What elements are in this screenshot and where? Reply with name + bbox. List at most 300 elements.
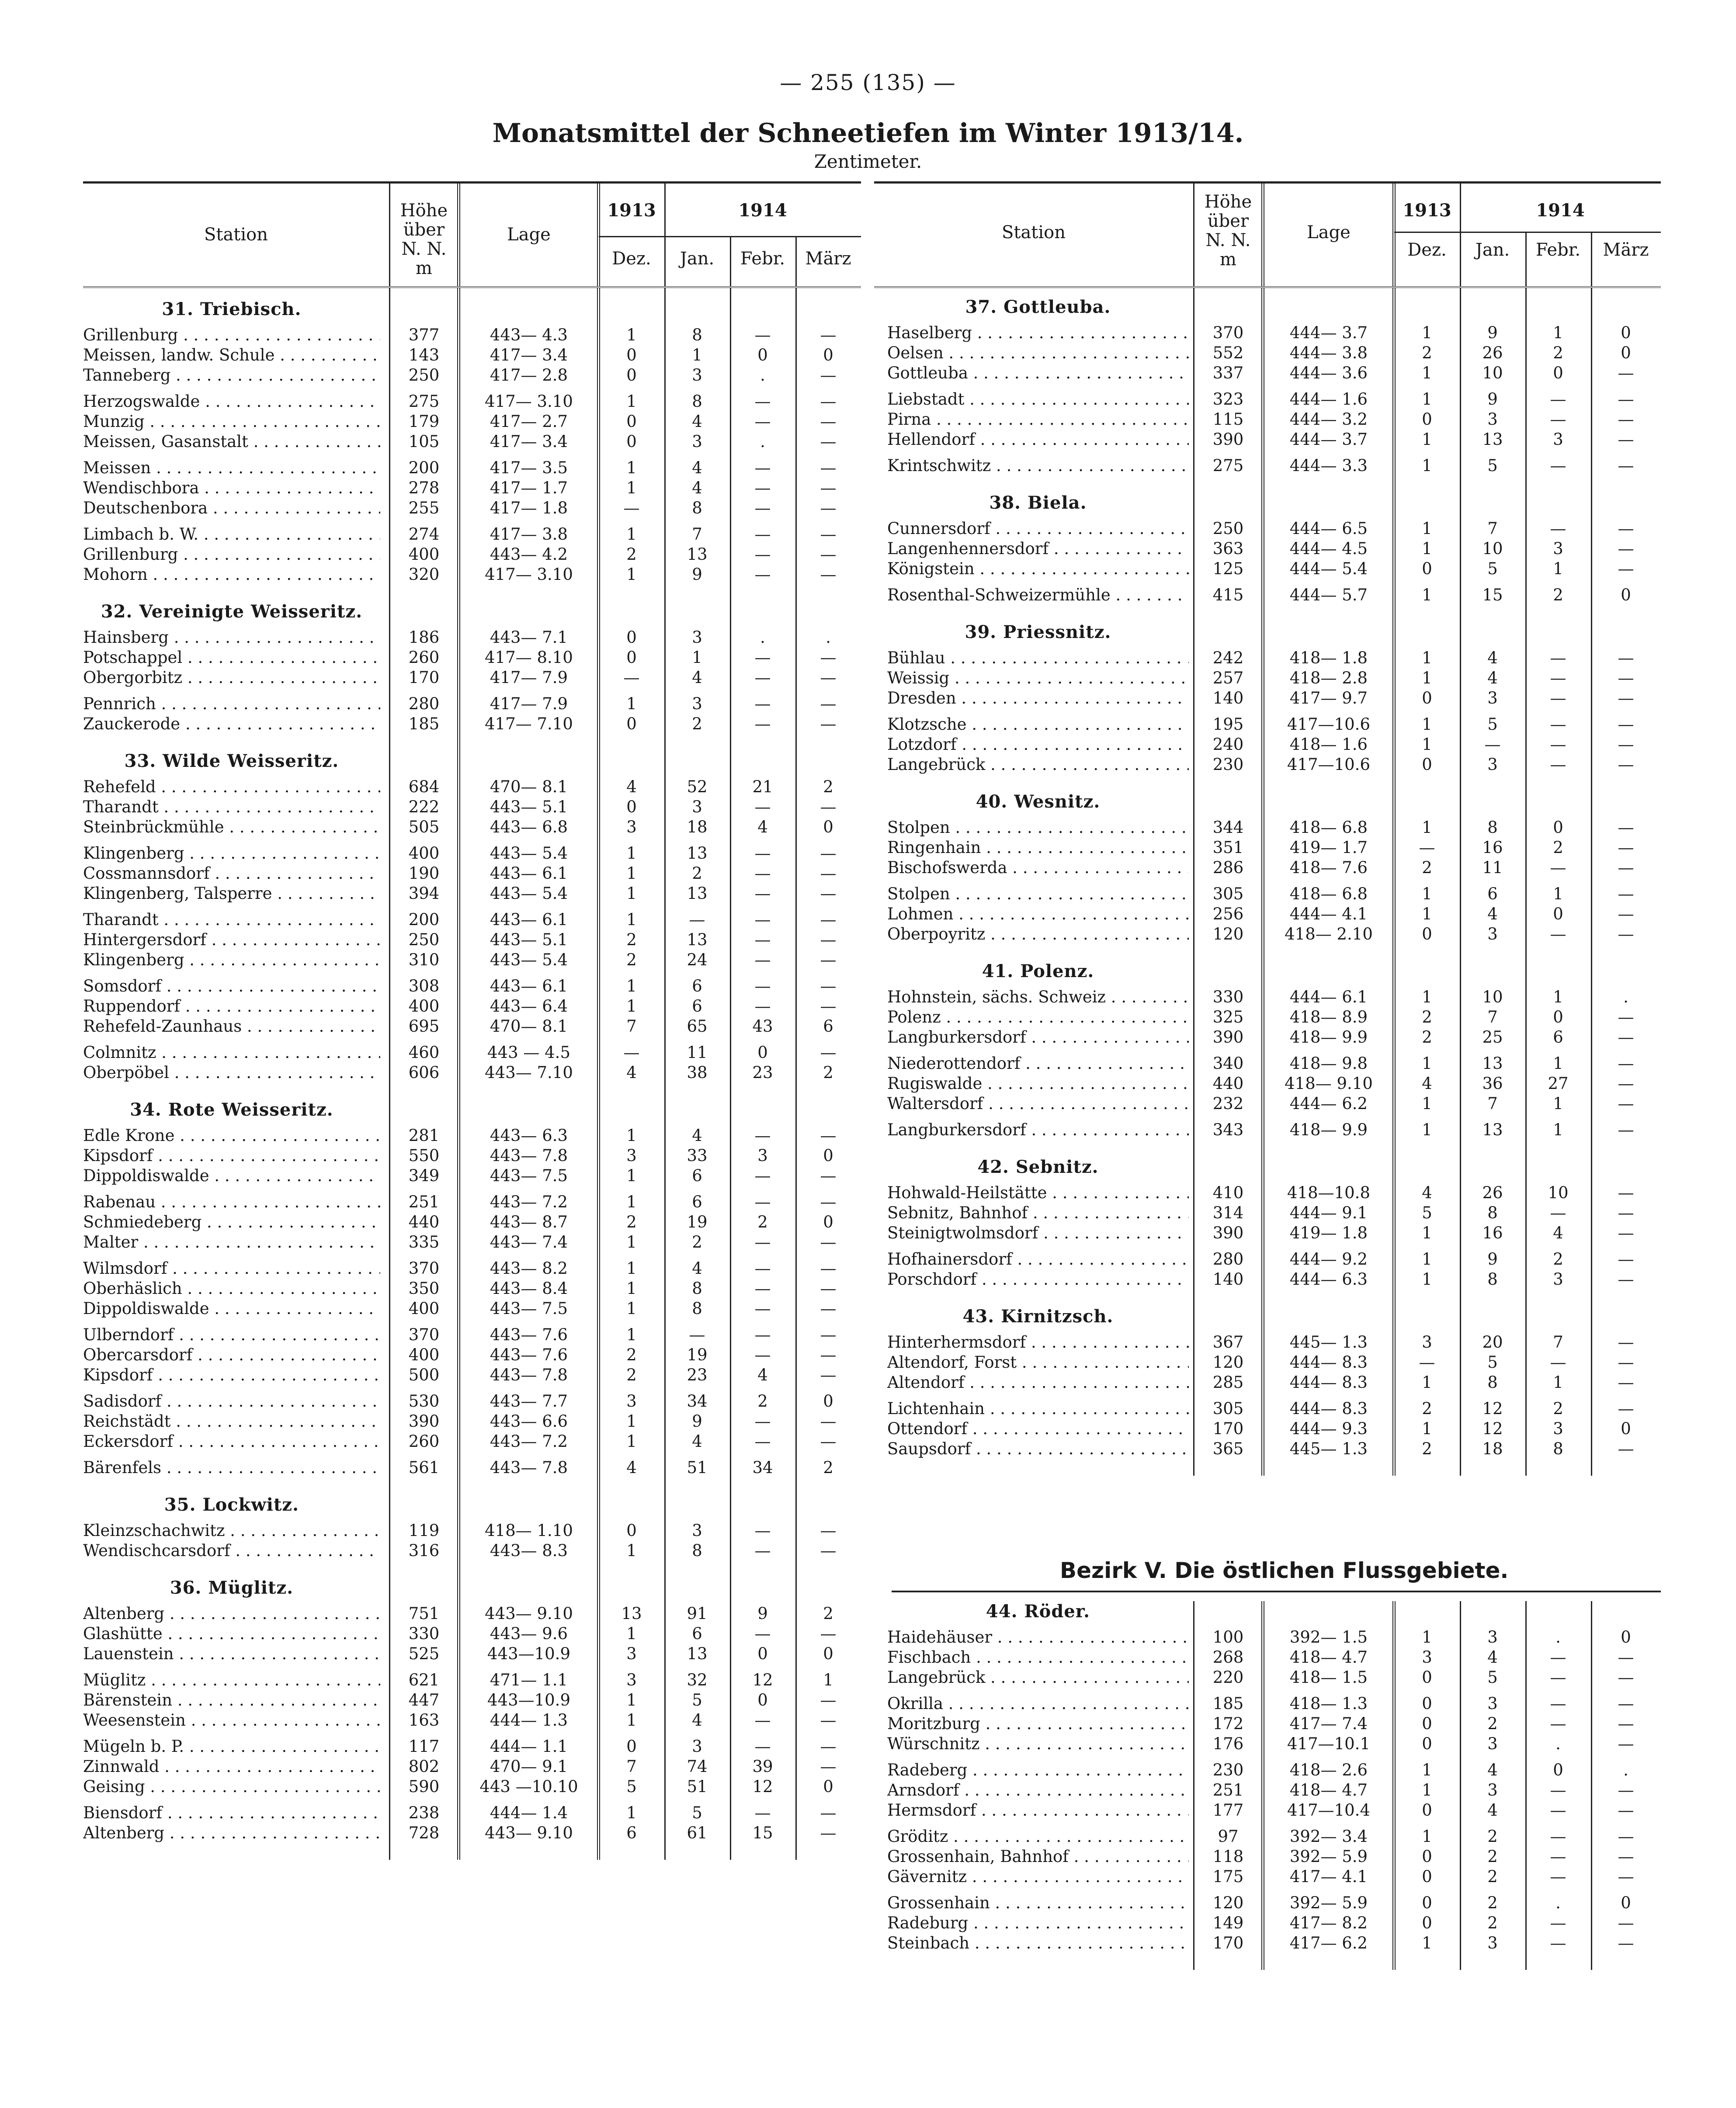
header-lage: Lage — [507, 225, 551, 245]
dez-cell: 2 — [1422, 1399, 1432, 1418]
section-title: 33. Wilde Weisseritz. — [124, 751, 339, 771]
febr-cell: 2 — [1553, 1399, 1563, 1418]
altitude-cell: 281 — [408, 1126, 440, 1145]
lage-cell: 443—10.9 — [487, 1644, 570, 1663]
lage-cell: 443— 5.4 — [490, 884, 568, 903]
header-jan: Jan. — [1475, 240, 1510, 260]
febr-cell: — — [754, 1259, 771, 1278]
station-name: Schmiedeberg . . . — [83, 1212, 380, 1232]
section-title: 41. Polenz. — [982, 961, 1094, 981]
lage-cell: 443— 7.8 — [490, 1366, 568, 1384]
altitude-cell: 200 — [408, 910, 440, 929]
altitude-cell: 251 — [408, 1193, 440, 1211]
jan-cell: 2 — [1487, 1827, 1498, 1846]
jan-cell: 8 — [692, 392, 702, 411]
dez-cell: 1 — [626, 565, 637, 584]
maerz-cell: 0 — [1621, 1628, 1631, 1647]
febr-cell: — — [754, 1711, 771, 1730]
dez-cell: 3 — [626, 1392, 637, 1411]
table-header — [874, 184, 1661, 288]
altitude-cell: 314 — [1212, 1203, 1244, 1222]
jan-cell: 6 — [692, 1193, 702, 1211]
lage-cell: 418— 1.3 — [1289, 1694, 1368, 1713]
maerz-cell: — — [820, 478, 837, 497]
station-name: Cossmannsdorf . . . — [83, 863, 380, 884]
altitude-cell: 500 — [408, 1366, 440, 1384]
table-row — [83, 1521, 861, 1541]
altitude-cell: 363 — [1212, 539, 1244, 558]
lage-cell: 443— 7.1 — [490, 628, 568, 647]
lage-cell: 443— 7.6 — [490, 1345, 568, 1364]
dez-cell: 1 — [1422, 735, 1432, 754]
header-ueber: über — [1207, 211, 1249, 231]
table-row — [83, 1232, 861, 1252]
maerz-cell: — — [1618, 1250, 1634, 1269]
table-row — [83, 1063, 861, 1083]
altitude-cell: 185 — [408, 714, 440, 733]
altitude-cell: 190 — [408, 864, 440, 883]
febr-cell: — — [754, 458, 771, 477]
maerz-cell: — — [1618, 430, 1634, 449]
lage-cell: 418— 9.8 — [1289, 1054, 1368, 1073]
station-name: Gottleuba . . . — [887, 363, 1189, 383]
febr-cell: 12 — [752, 1777, 773, 1796]
dez-cell: — — [1419, 838, 1435, 857]
table-header — [83, 184, 861, 288]
febr-cell: — — [754, 478, 771, 497]
station-name: Hinterhermsdorf . . . — [887, 1332, 1189, 1352]
dez-cell: 0 — [626, 797, 637, 816]
dez-cell: 1 — [1422, 1419, 1432, 1438]
altitude-cell: 370 — [408, 1325, 440, 1344]
jan-cell: 23 — [687, 1366, 708, 1384]
maerz-cell: — — [820, 1259, 837, 1278]
dez-cell: 1 — [626, 1624, 637, 1643]
dez-cell: 1 — [626, 458, 637, 477]
jan-cell: 12 — [1482, 1399, 1503, 1418]
column-rule — [1525, 288, 1527, 1476]
dez-cell: 1 — [1422, 1250, 1432, 1269]
febr-cell: 0 — [1553, 1008, 1563, 1026]
lage-cell: 417—10.6 — [1287, 755, 1370, 774]
table-row — [874, 539, 1661, 559]
dez-cell: 1 — [626, 694, 637, 713]
jan-cell: — — [689, 1325, 705, 1344]
febr-cell: — — [1550, 1867, 1566, 1886]
lage-cell: 418— 4.7 — [1289, 1781, 1368, 1799]
lage-cell: 444— 1.1 — [490, 1737, 568, 1756]
altitude-cell: 177 — [1212, 1801, 1244, 1820]
lage-cell: 444— 9.2 — [1289, 1250, 1368, 1269]
jan-cell: 18 — [687, 818, 708, 836]
jan-cell: 52 — [687, 777, 708, 796]
table-row — [83, 648, 861, 668]
station-name: Altenberg . . . — [83, 1604, 380, 1624]
altitude-cell: 255 — [408, 499, 440, 517]
station-name: Zinnwald . . . — [83, 1757, 380, 1777]
table-row — [874, 1913, 1661, 1933]
maerz-cell: — — [1618, 1914, 1634, 1932]
jan-cell: — — [1484, 735, 1501, 754]
febr-cell: 12 — [752, 1671, 773, 1689]
table-row — [874, 1647, 1661, 1668]
maerz-cell: — — [1618, 735, 1634, 754]
jan-cell: 3 — [692, 797, 702, 816]
station-name: Rabenau . . . — [83, 1192, 380, 1212]
altitude-cell: 230 — [1212, 755, 1244, 774]
table-row — [83, 1541, 861, 1561]
maerz-cell: — — [820, 1824, 837, 1842]
station-name: Sadisdorf . . . — [83, 1391, 380, 1411]
altitude-cell: 172 — [1212, 1714, 1244, 1733]
table-row — [874, 755, 1661, 775]
febr-cell: 0 — [757, 346, 768, 364]
jan-cell: 2 — [692, 1233, 702, 1252]
table-row — [83, 524, 861, 544]
maerz-cell: 0 — [1621, 1419, 1631, 1438]
altitude-cell: 240 — [1212, 735, 1244, 754]
dez-cell: 13 — [621, 1604, 642, 1623]
station-name: Altendorf, Forst . . . — [887, 1352, 1189, 1373]
dez-cell: 3 — [626, 1146, 637, 1165]
station-name: Biensdorf . . . — [83, 1803, 380, 1823]
station-name: Wendischcarsdorf . . . — [83, 1541, 380, 1561]
station-name: Okrilla . . . — [887, 1694, 1189, 1714]
station-name: Colmnitz . . . — [83, 1043, 380, 1063]
column-rule — [795, 288, 797, 1860]
jan-cell: 3 — [692, 1521, 702, 1540]
jan-cell: 38 — [687, 1063, 708, 1082]
altitude-cell: 195 — [1212, 715, 1244, 734]
dez-cell: 0 — [626, 628, 637, 647]
maerz-cell: — — [1618, 858, 1634, 877]
station-name: Dippoldiswalde . . . — [83, 1299, 380, 1319]
section-title: 35. Lockwitz. — [164, 1494, 299, 1515]
lage-cell: 418—10.8 — [1287, 1183, 1370, 1202]
section-title: 34. Rote Weisseritz. — [130, 1099, 333, 1120]
table-row — [83, 1604, 861, 1624]
table-row — [874, 668, 1661, 688]
station-name: Hohwald-Heilstätte . . . — [887, 1183, 1189, 1203]
table-row — [83, 1325, 861, 1345]
altitude-cell: 552 — [1212, 343, 1244, 362]
column-rule — [664, 288, 666, 1860]
altitude-cell: 232 — [1212, 1094, 1244, 1113]
table-row — [874, 1668, 1661, 1688]
febr-cell: 1 — [1553, 988, 1563, 1006]
jan-cell: 61 — [687, 1824, 708, 1842]
table-row — [874, 1223, 1661, 1243]
maerz-cell: — — [1618, 925, 1634, 943]
dez-cell: 2 — [626, 950, 637, 969]
jan-cell: 13 — [687, 844, 708, 863]
maerz-cell: — — [1618, 1333, 1634, 1352]
maerz-cell: — — [820, 1803, 837, 1822]
jan-cell: 4 — [1487, 905, 1498, 923]
table-row — [874, 1780, 1661, 1800]
altitude-cell: 275 — [408, 392, 440, 411]
table-row — [83, 976, 861, 996]
lage-cell: 444— 5.4 — [1289, 559, 1368, 578]
maerz-cell: — — [1618, 1934, 1634, 1952]
table-row — [874, 1074, 1661, 1094]
jan-cell: 7 — [1487, 519, 1498, 538]
lage-cell: 443— 7.2 — [490, 1193, 568, 1211]
station-name: Hohnstein, sächs. Schweiz . . . — [887, 987, 1189, 1007]
altitude-cell: 323 — [1212, 390, 1244, 409]
febr-cell: 0 — [1553, 1761, 1563, 1779]
dez-cell: 1 — [1422, 988, 1432, 1006]
febr-cell: — — [1550, 456, 1566, 475]
maerz-cell: 0 — [823, 1644, 833, 1663]
dez-cell: 0 — [1422, 1668, 1432, 1687]
jan-cell: 8 — [692, 1299, 702, 1318]
station-name: Grossenhain . . . — [887, 1893, 1189, 1913]
altitude-cell: 335 — [408, 1233, 440, 1252]
febr-cell: — — [754, 1193, 771, 1211]
febr-cell: 2 — [1553, 586, 1563, 604]
station-name: Rugiswalde . . . — [887, 1074, 1189, 1094]
lage-cell: 443— 6.4 — [490, 997, 568, 1016]
table-row — [874, 1800, 1661, 1820]
maerz-cell: — — [820, 668, 837, 687]
jan-cell: 12 — [1482, 1419, 1503, 1438]
febr-cell: — — [1550, 689, 1566, 707]
header-m: m — [416, 258, 432, 278]
table-row — [874, 456, 1661, 476]
jan-cell: 32 — [687, 1671, 708, 1689]
jan-cell: 10 — [1482, 988, 1503, 1006]
jan-cell: 5 — [1487, 715, 1498, 734]
altitude-cell: 170 — [1212, 1419, 1244, 1438]
febr-cell: 1 — [1553, 1094, 1563, 1113]
altitude-cell: 179 — [408, 412, 440, 431]
station-name: Krintschwitz . . . — [887, 456, 1189, 476]
febr-cell: — — [754, 326, 771, 344]
header-nn: N. N. — [1205, 230, 1251, 250]
maerz-cell: — — [1618, 1668, 1634, 1687]
station-name: Rehefeld-Zaunhaus . . . — [83, 1016, 380, 1037]
lage-cell: 444— 3.7 — [1289, 430, 1368, 449]
altitude-cell: 220 — [1212, 1668, 1244, 1687]
table-row — [83, 1777, 861, 1797]
jan-cell: 8 — [1487, 1373, 1498, 1392]
section-title: 36. Müglitz. — [170, 1578, 294, 1598]
altitude-cell: 176 — [1212, 1734, 1244, 1753]
lage-cell: 444— 5.7 — [1289, 586, 1368, 604]
station-name: Klingenberg . . . — [83, 950, 380, 970]
febr-cell: — — [1550, 648, 1566, 667]
febr-cell: — — [1550, 1934, 1566, 1952]
altitude-cell: 257 — [1212, 669, 1244, 687]
lage-cell: 443— 7.4 — [490, 1233, 568, 1252]
lage-cell: 419— 1.8 — [1289, 1224, 1368, 1242]
dez-cell: 1 — [626, 844, 637, 863]
jan-cell: 2 — [692, 864, 702, 883]
dez-cell: 0 — [626, 714, 637, 733]
altitude-cell: 310 — [408, 950, 440, 969]
lage-cell: 443— 7.8 — [490, 1146, 568, 1165]
febr-cell: . — [1555, 1734, 1561, 1753]
table-row — [874, 858, 1661, 878]
maerz-cell: — — [1618, 1781, 1634, 1799]
table-row — [874, 343, 1661, 363]
lage-cell: 418— 4.7 — [1289, 1648, 1368, 1667]
jan-cell: 9 — [692, 565, 702, 584]
dez-cell: 0 — [626, 412, 637, 431]
section-title: 42. Sebnitz. — [977, 1157, 1099, 1177]
jan-cell: 16 — [1482, 1224, 1503, 1242]
column-rule — [1193, 288, 1194, 1476]
febr-cell: — — [754, 1541, 771, 1560]
table-row — [83, 478, 861, 498]
header-station: Station — [1001, 222, 1066, 243]
table-row — [83, 565, 861, 585]
febr-cell: — — [754, 714, 771, 733]
lage-cell: 417— 3.10 — [485, 565, 573, 584]
station-name: Lohmen . . . — [887, 904, 1189, 924]
altitude-cell: 186 — [408, 628, 440, 647]
dez-cell: 0 — [1422, 1734, 1432, 1753]
jan-cell: 13 — [1482, 430, 1503, 449]
dez-cell: 7 — [626, 1757, 637, 1776]
station-name: Munzig . . . — [83, 412, 380, 432]
altitude-cell: 285 — [1212, 1373, 1244, 1392]
station-name: Würschnitz . . . — [887, 1734, 1189, 1754]
table-row — [83, 1212, 861, 1232]
table-row — [874, 1439, 1661, 1459]
maerz-cell: — — [820, 797, 837, 816]
febr-cell: 1 — [1553, 884, 1563, 903]
altitude-cell: 530 — [408, 1392, 440, 1411]
table-row — [874, 1373, 1661, 1393]
jan-cell: 19 — [687, 1345, 708, 1364]
maerz-cell: — — [820, 714, 837, 733]
table-row — [83, 930, 861, 950]
dez-cell: 3 — [1422, 1333, 1432, 1352]
jan-cell: 4 — [692, 668, 702, 687]
jan-cell: 7 — [692, 525, 702, 544]
jan-cell: 6 — [1487, 884, 1498, 903]
altitude-cell: 175 — [1212, 1867, 1244, 1886]
header-station: Station — [204, 225, 268, 245]
altitude-cell: 367 — [1212, 1333, 1244, 1352]
table-row — [83, 797, 861, 817]
dez-cell: 0 — [626, 432, 637, 451]
febr-cell: — — [1550, 858, 1566, 877]
station-name: Hellendorf . . . — [887, 430, 1189, 450]
jan-cell: 11 — [687, 1043, 708, 1062]
table-row — [83, 628, 861, 648]
dez-cell: 4 — [626, 1458, 637, 1477]
table-row — [83, 1458, 861, 1478]
altitude-cell: 275 — [1212, 456, 1244, 475]
altitude-cell: 621 — [408, 1671, 440, 1689]
febr-cell: 1 — [1553, 1120, 1563, 1139]
jan-cell: 10 — [1482, 364, 1503, 382]
table-row — [874, 1054, 1661, 1074]
jan-cell: — — [689, 910, 705, 929]
lage-cell: 443— 6.1 — [490, 977, 568, 995]
febr-cell: . — [760, 432, 765, 451]
table-row — [83, 694, 861, 714]
dez-cell: 2 — [1422, 1439, 1432, 1458]
febr-cell: 4 — [757, 1366, 768, 1384]
febr-cell: — — [754, 694, 771, 713]
jan-cell: 91 — [687, 1604, 708, 1623]
febr-cell: — — [754, 648, 771, 667]
altitude-cell: 377 — [408, 326, 440, 344]
dez-cell: 1 — [1422, 669, 1432, 687]
febr-cell: 23 — [752, 1063, 773, 1082]
station-name: Ulberndorf . . . — [83, 1325, 380, 1345]
dez-cell: 1 — [626, 1279, 637, 1298]
maerz-cell: — — [1618, 1734, 1634, 1753]
maerz-cell: — — [1618, 1008, 1634, 1026]
febr-cell: 3 — [1553, 1419, 1563, 1438]
lage-cell: 418— 2.8 — [1289, 669, 1368, 687]
lage-cell: 445— 1.3 — [1289, 1439, 1368, 1458]
febr-cell: — — [1550, 755, 1566, 774]
dez-cell: 0 — [1422, 1914, 1432, 1932]
jan-cell: 2 — [1487, 1714, 1498, 1733]
jan-cell: 4 — [692, 478, 702, 497]
altitude-cell: 390 — [1212, 1224, 1244, 1242]
table-row — [874, 987, 1661, 1007]
maerz-cell: — — [1618, 1714, 1634, 1733]
jan-cell: 74 — [687, 1757, 708, 1776]
jan-cell: 8 — [1487, 1270, 1498, 1289]
jan-cell: 5 — [1487, 559, 1498, 578]
jan-cell: 5 — [692, 1803, 702, 1822]
dez-cell: 1 — [626, 1412, 637, 1431]
lage-cell: 417— 4.1 — [1289, 1867, 1368, 1886]
lage-cell: 444— 9.3 — [1289, 1419, 1368, 1438]
lage-cell: 444— 3.3 — [1289, 456, 1368, 475]
column-rule — [1591, 1601, 1592, 1970]
table-row — [83, 1803, 861, 1823]
febr-cell: 4 — [757, 818, 768, 836]
altitude-cell: 280 — [1212, 1250, 1244, 1269]
table-row — [83, 817, 861, 837]
dez-cell: 1 — [626, 884, 637, 903]
station-name: Rosenthal-Schweizermühle . . . — [887, 585, 1189, 605]
table-row — [83, 1432, 861, 1452]
station-name: Langebrück . . . — [887, 1668, 1189, 1688]
section-title: 32. Vereinigte Weisseritz. — [101, 601, 363, 622]
table-row — [83, 1146, 861, 1166]
lage-cell: 417— 1.8 — [490, 499, 568, 517]
febr-cell: 9 — [757, 1604, 768, 1623]
station-name: Herzogswalde . . . — [83, 392, 380, 412]
jan-cell: 2 — [1487, 1867, 1498, 1886]
station-name: Malter . . . — [83, 1232, 380, 1252]
lage-cell: 419— 1.7 — [1289, 838, 1368, 857]
maerz-cell: 0 — [1621, 323, 1631, 342]
dez-cell: 1 — [626, 1166, 637, 1185]
altitude-cell: 590 — [408, 1777, 440, 1796]
maerz-cell: 0 — [823, 1146, 833, 1165]
maerz-cell: 0 — [1621, 1893, 1631, 1912]
altitude-cell: 370 — [1212, 323, 1244, 342]
maerz-cell: — — [820, 1691, 837, 1709]
station-name: Grossenhain, Bahnhof . . . — [887, 1847, 1189, 1867]
febr-cell: 4 — [1553, 1224, 1563, 1242]
febr-cell: — — [754, 668, 771, 687]
maerz-cell: . — [1623, 1761, 1628, 1779]
lage-cell: 418— 6.8 — [1289, 884, 1368, 903]
maerz-cell: — — [1618, 456, 1634, 475]
